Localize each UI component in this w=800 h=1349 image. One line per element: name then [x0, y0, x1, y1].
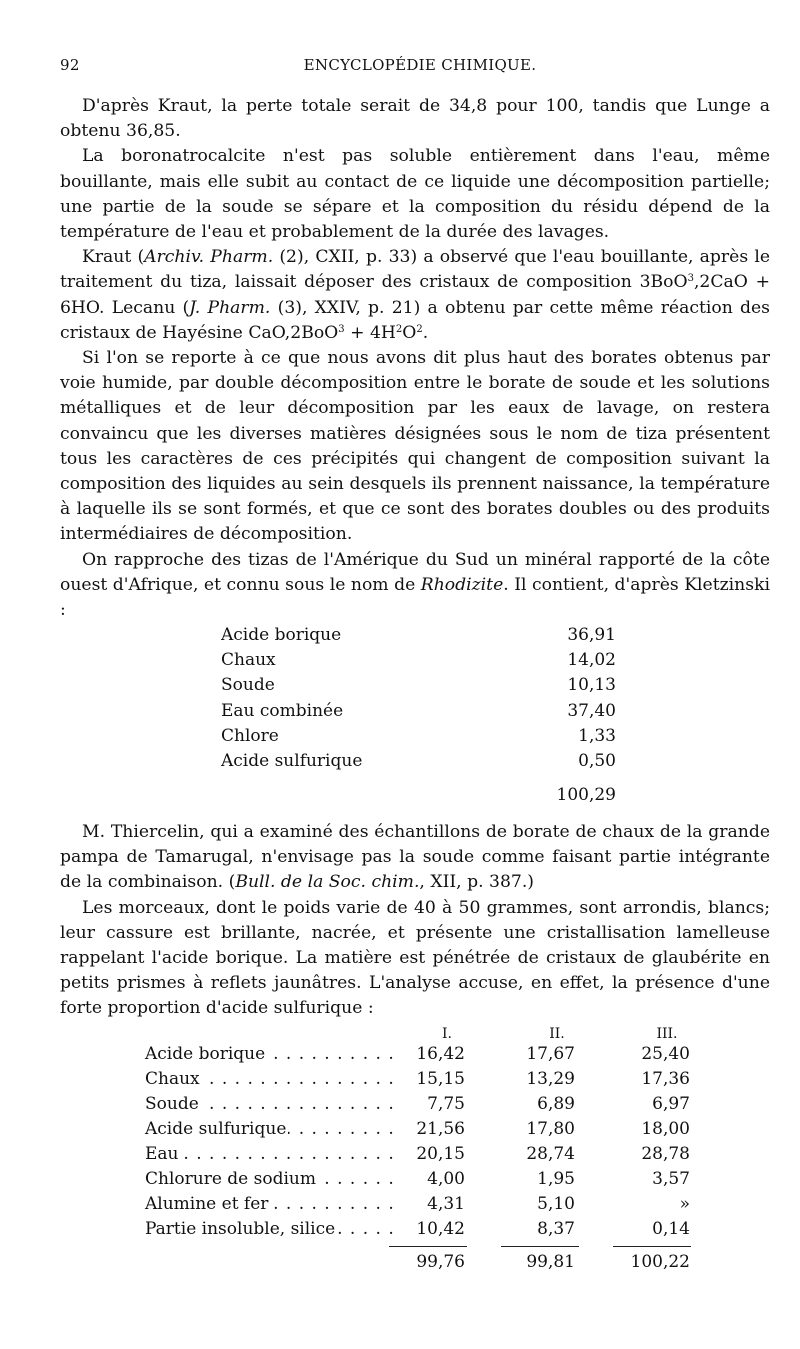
table-row: . . . Acide sulfurique 21,56 17,80 18,00	[145, 1117, 690, 1142]
table-totals-row	[145, 1250, 690, 1275]
table-row: . . . Partie insoluble, silice 10,42 8,37 0,14	[145, 1217, 690, 1242]
total-col-2: 99,81	[526, 1252, 575, 1272]
table-row: Chaux 14,02	[221, 648, 616, 673]
total-col-1: 99,76	[416, 1252, 465, 1272]
table-row: Chlore 1,33	[221, 724, 616, 749]
paragraph-thiercelin: M. Thiercelin, qui a examiné des échantillons de borate de chaux de la grande pampa de Tamarugal, n'envisage pas la soude comme faisant partie intégrante de la combinaison. (Bull. de la Soc. chim., XII, p. 387.)	[60, 822, 770, 893]
reference-bull-soc-chim: Bull. de la Soc. chim.	[235, 872, 420, 893]
paragraph-kraut-loss: D'après Kraut, la perte totale serait de 34,8 pour 100, tandis que Lunge a obtenu 36,85.	[60, 96, 770, 142]
column-header: I.	[442, 1026, 452, 1042]
body-text-lower	[60, 820, 770, 1022]
total-rule-3	[613, 1246, 691, 1247]
running-title: ENCYCLOPÉDIE CHIMIQUE.	[303, 56, 537, 74]
table-total-rules	[145, 1242, 690, 1250]
paragraph-rhodizite: On rapproche des tizas de l'Amérique du Sud un minéral rapporté de la côte ouest d'Afrique, et connu sous le nom de Rhodizite. Il contient, d'après Kletzinski :	[60, 549, 770, 621]
total-rule-1	[389, 1246, 467, 1247]
table-row: Eau combinée 37,40	[221, 699, 616, 724]
total-col-3: 100,22	[630, 1252, 690, 1272]
table-row: Acide borique 36,91	[221, 623, 616, 648]
column-header: III.	[656, 1026, 678, 1042]
table-row: Soude 10,13	[221, 673, 616, 698]
table-row: . . . Acide borique 16,42 17,67 25,40	[145, 1042, 690, 1067]
table-row: . . . Chaux 15,15 13,29 17,36	[145, 1067, 690, 1092]
table-row: . . . Soude 7,75 6,89 6,97	[145, 1092, 690, 1117]
table-row: Acide sulfurique 0,50	[221, 749, 616, 774]
table-total: 100,29	[556, 785, 616, 805]
paragraph-solubility: La boronatrocalcite n'est pas soluble entièrement dans l'eau, même bouillante, mais elle subit au contact de ce liquide une décomposition partielle; une partie de la soude se sépare et la composition du résidu dépend de la température de l'eau et probablement de la durée des lavages.	[60, 146, 770, 243]
table-row: . . . Eau 20,15 28,74 28,78	[145, 1142, 690, 1167]
page-number: 92	[60, 56, 80, 74]
paragraph-tiza-borates: Si l'on se reporte à ce que nous avons dit plus haut des borates obtenus par voie humide, par double décomposition entre le borate de soude et les solutions métalliques et de leur décomposition par les eaux de lavage, on restera convaincu que les diverses matières désignées sous le nom de tiza présentent tous les caractères de ces précipités qui changent de composition suivant la composition des liquides au sein desquels ils prennent naissance, la température à laquelle ils se sont formés, et que ce sont des borates doubles ou des produits intermédiaires de décomposition.	[60, 348, 770, 545]
total-rule-2	[501, 1246, 579, 1247]
paragraph-kraut-lecanu: Kraut (Archiv. Pharm. (2), CXII, p. 33) a observé que l'eau bouillante, après le traitement du tiza, laissait déposer des cristaux de composition 3BoO$^3$,2CaO + 6HO. Lecanu (J. Pharm. (3), XXIV, p. 21) a obtenu par cette même réaction des cristaux de Hayésine $CaO,2BoO^3 + 4H^2O^2$.	[60, 247, 771, 343]
rhodizite-analysis-table	[221, 623, 616, 774]
table-row: . . . Alumine et fer 4,31 5,10 »	[145, 1192, 690, 1217]
reference-archiv-pharm: Archiv. Pharm.	[144, 247, 274, 268]
table-row: . . . Chlorure de sodium 4,00 1,95 3,57	[145, 1167, 690, 1192]
tamarugal-analysis-table	[145, 1022, 690, 1275]
paragraph-morceaux: Les morceaux, dont le poids varie de 40 à 50 grammes, sont arrondis, blancs; leur cassure est brillante, nacrée, et présente une cristallisation lamelleuse rappelant l'acide borique. La matière est pénétrée de cristaux de glaubérite en petits prismes à reflets jaunâtres. L'analyse accuse, en effet, la présence d'une forte proportion d'acide sulfurique :	[60, 897, 770, 1019]
column-header: II.	[549, 1026, 565, 1042]
reference-j-pharm: J. Pharm.	[189, 297, 271, 318]
table-header	[145, 1022, 690, 1042]
body-text-upper	[60, 94, 770, 623]
mineral-name-rhodizite: Rhodizite	[420, 574, 504, 595]
